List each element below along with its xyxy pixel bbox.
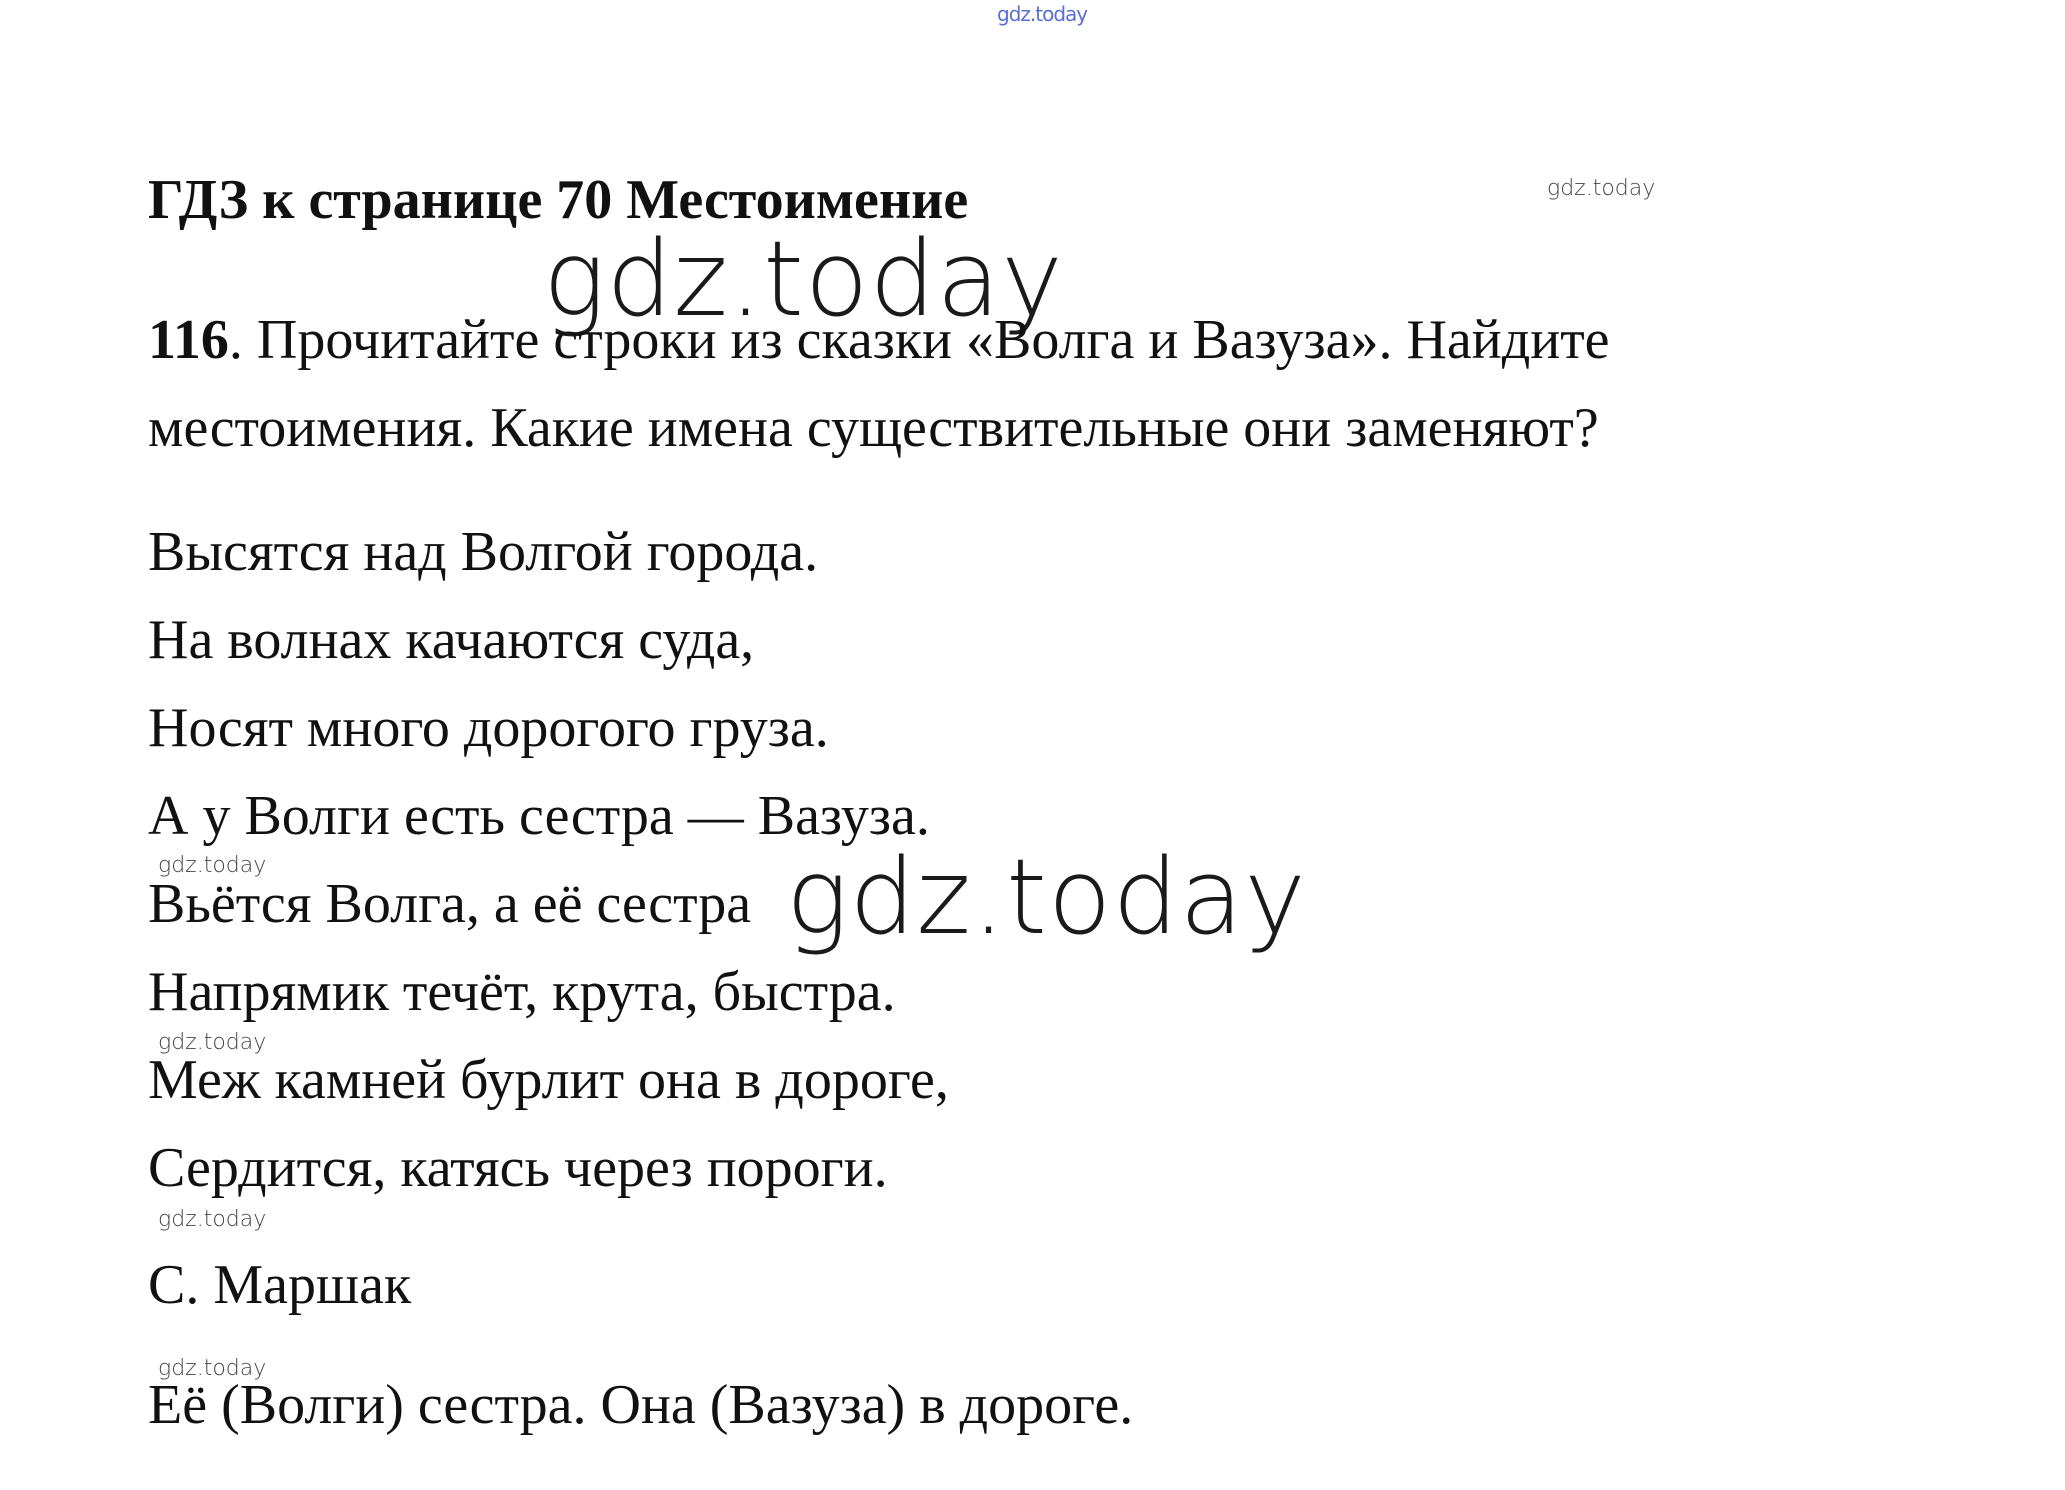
- poem-line-2: На волнах качаются суда,: [148, 609, 755, 671]
- answer-text: Её (Волги) сестра. Она (Вазуза) в дороге.: [148, 1374, 1134, 1436]
- poem-author: С. Маршак: [148, 1254, 412, 1316]
- watermark-big-1: gdz.today: [543, 218, 1064, 340]
- task-line-1: [148, 308, 1610, 372]
- poem-line-4: А у Волги есть сестра — Вазуза.: [148, 785, 930, 847]
- watermark-top: gdz.today: [997, 2, 1088, 26]
- poem-line-5: Вьётся Волга, а её сестра: [148, 873, 752, 935]
- watermark-small-3: gdz.today: [158, 1207, 267, 1232]
- page-title: ГДЗ к странице 70 Местоимение: [148, 169, 969, 231]
- poem-line-8: Сердится, катясь через пороги.: [148, 1137, 888, 1199]
- task-text-1: . Прочитайте строки из сказки «Волга и Вазуза». Найдите: [228, 309, 1610, 371]
- task-line-2: местоимения. Какие имена существительные они заменяют?: [148, 397, 1599, 459]
- watermark-small-4: gdz.today: [158, 1356, 267, 1381]
- watermark-big-2: gdz.today: [786, 836, 1307, 958]
- watermark-small-2: gdz.today: [158, 1030, 267, 1055]
- task-number: 116: [148, 309, 229, 371]
- poem-line-1: Высятся над Волгой города.: [148, 521, 819, 583]
- watermark-right-small: gdz.today: [1547, 176, 1656, 201]
- watermark-small-1: gdz.today: [158, 853, 267, 878]
- poem-line-7: Меж камней бурлит она в дороге,: [148, 1049, 949, 1111]
- poem-line-6: Напрямик течёт, крута, быстра.: [148, 961, 896, 1023]
- poem-line-3: Носят много дорогого груза.: [148, 697, 829, 759]
